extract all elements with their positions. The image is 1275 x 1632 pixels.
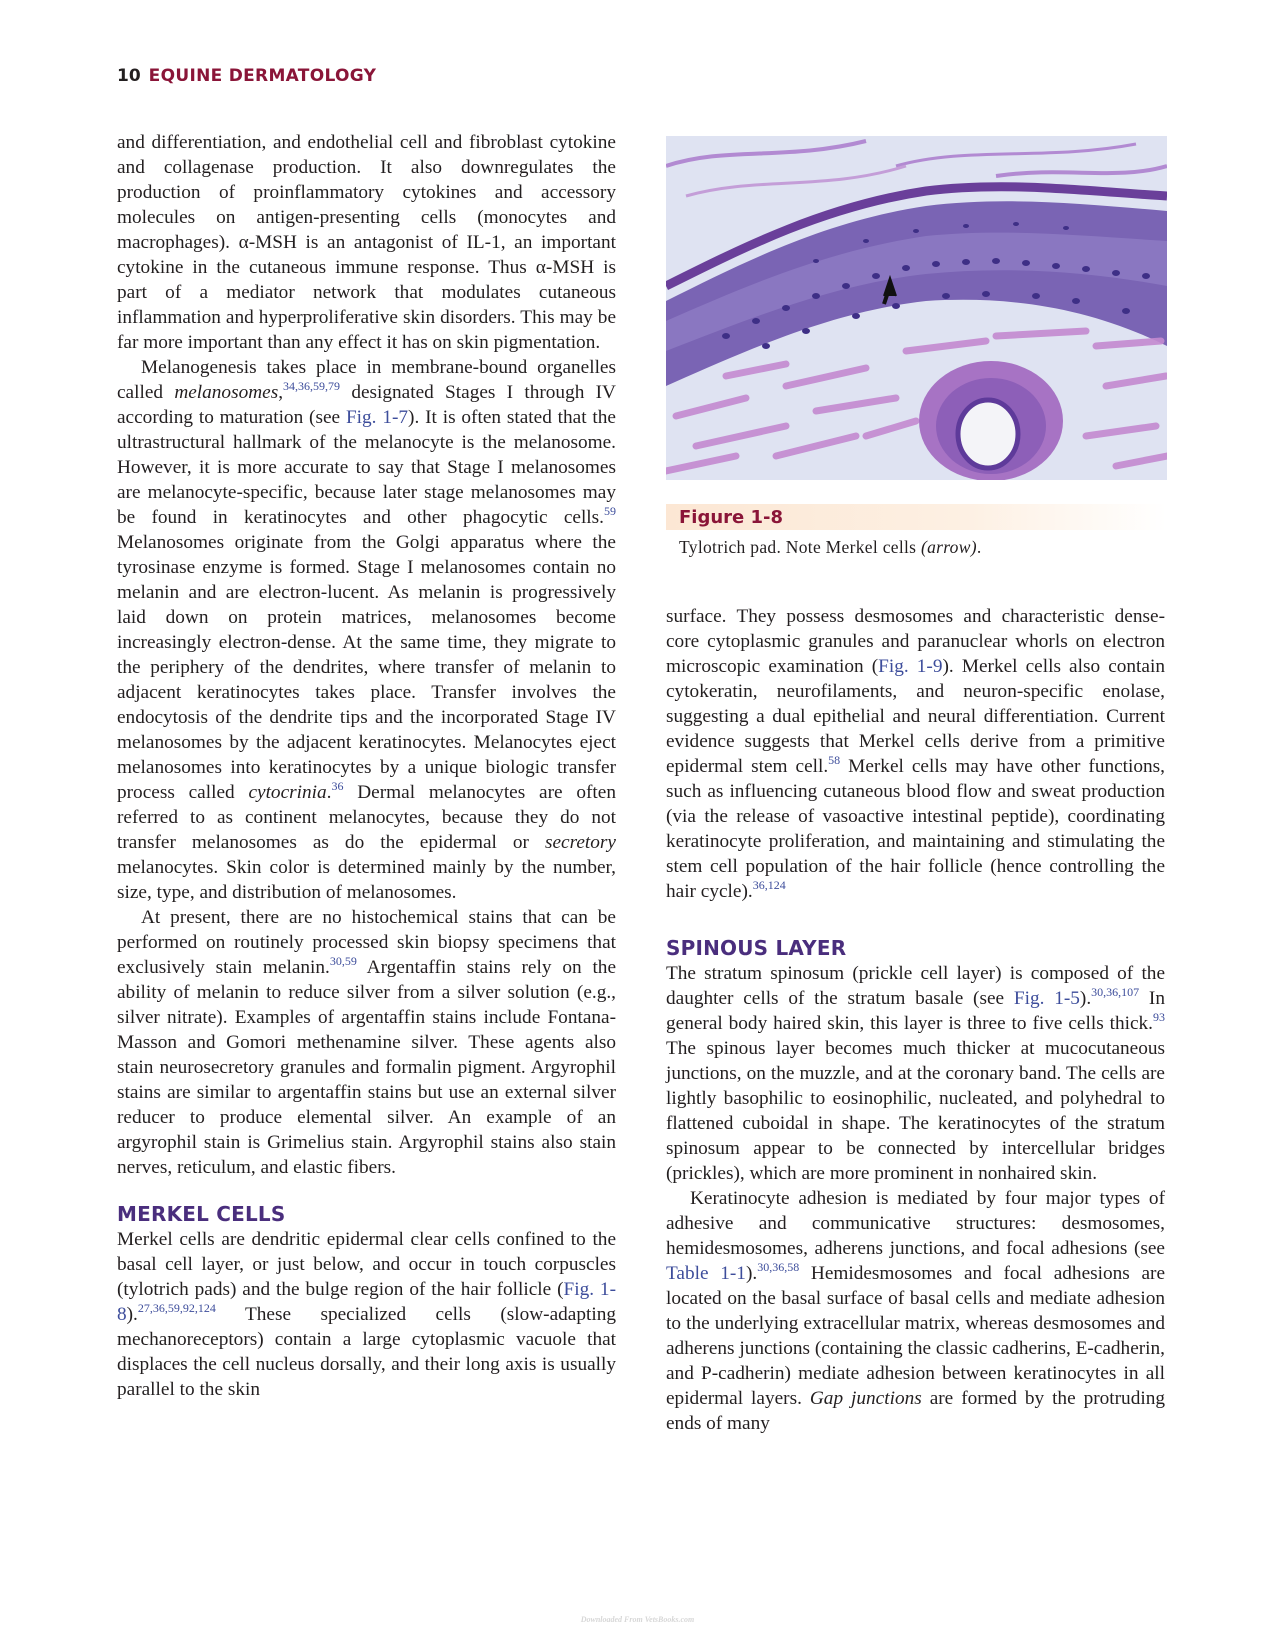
text-run: are formed by the protruding ends of many — [666, 1388, 1165, 1434]
text-run: Merkel cells may have other functions, such as influencing cutaneous blood flow and sweat production (via the release of vasoactive intestinal peptide), coordinating keratinocyte proliferation, and maintaining and stimulating the stem cell population of the hair follicle (hence controlling the hair cycle). — [666, 756, 1165, 902]
paragraph-merkel-continued — [666, 604, 1165, 904]
italic-term: melanosomes — [174, 382, 279, 403]
figure-micrograph — [666, 136, 1167, 480]
figure-reference-link[interactable]: Fig. 1-7 — [345, 407, 409, 428]
text-run: These specialized cells (slow-adapting mechanoreceptors) contain a large cytoplasmic vacuole that displaces the cell nucleus dorsally, and their long axis is usually parallel to the skin — [117, 1304, 616, 1400]
paragraph-histochemical-stains — [117, 905, 616, 1180]
paragraph-melanogenesis — [117, 355, 616, 905]
text-run: Dermal melanocytes are often referred to as continent melanocytes, because they do not transfer melanosomes as do the epidermal or — [117, 782, 616, 853]
caption-text: . — [976, 537, 982, 557]
text-run: , — [278, 382, 284, 403]
text-run: ). — [1079, 988, 1092, 1009]
text-run: melanocytes. Skin color is determined mainly by the number, size, type, and distribution of melanosomes. — [117, 857, 616, 903]
text-run: In general body haired skin, this layer is three to five cells thick. — [666, 988, 1165, 1034]
text-run: Melanosomes originate from the Golgi apparatus where the tyrosinase enzyme is formed. Stage I melanosomes contain no melanin and are electron-lucent. As melanin is progressively laid down on protein matrices, melanosomes become increasingly electron-dense. At the same time, they migrate to the periphery of the dendrites, where transfer of melanin to adjacent keratinocytes takes place. Transfer involves the endocytosis of the dendrite tips and the incorporated Stage IV melanosomes by the adjacent keratinocytes. Melanocytes eject melanosomes into keratinocytes by a unique biologic transfer process called — [117, 532, 616, 803]
footer-watermark: Downloaded From VetsBooks.com — [580, 1615, 695, 1624]
text-run: At present, there are no histochemical stains that can be performed on routinely processed skin biopsy specimens that exclusively stain melanin. — [117, 907, 616, 978]
running-head — [117, 68, 376, 85]
text-run: The stratum spinosum (prickle cell layer) is composed of the daughter cells of the stratum basale (see — [666, 963, 1165, 1009]
text-run: Merkel cells are dendritic epidermal clear cells confined to the basal cell layer, or just below, and occur in touch corpuscles (tylotrich pads) and the bulge region of the hair follicle ( — [117, 1229, 616, 1300]
citation[interactable]: 59 — [604, 503, 616, 518]
citation[interactable]: 27,36,59,92,124 — [137, 1300, 216, 1315]
book-title: EQUINE DERMATOLOGY — [148, 66, 377, 86]
caption-text: Tylotrich pad. Note Merkel cells — [679, 537, 921, 557]
text-run: The spinous layer becomes much thicker at mucocutaneous junctions, on the muzzle, and at the coronary band. The cells are lightly basophilic to eosinophilic, nucleated, and polyhedral to flattened cuboidal in shape. The keratinocytes of the stratum spinosum appear to be connected by intercellular bridges (prickles), which are more prominent in nonhaired skin. — [666, 1038, 1165, 1184]
citation[interactable]: 30,59 — [329, 953, 357, 968]
paragraph-merkel-cells — [117, 1227, 616, 1402]
paragraph-keratinocyte-adhesion — [666, 1186, 1165, 1436]
text-run: ). — [745, 1263, 758, 1284]
figure-reference-link[interactable]: Fig. 1-5 — [1013, 988, 1080, 1009]
text-run: ). — [126, 1304, 138, 1325]
text-run: Argentaffin stains rely on the ability of melanin to reduce silver from a silver solution (e.g., silver nitrate). Examples of argentaffin stains include Fontana-Masson and Gomori methenamine silver. These agents also stain neurosecretory granules and formalin pigment. Argyrophil stains are similar to argentaffin stains but use an external silver reducer to produce elemental silver. An example of an argyrophil stain is Grimelius stain. Argyrophil stains also stain nerves, reticulum, and elastic fibers. — [117, 957, 617, 1178]
text-run: ). Merkel cells also contain cytokeratin, neurofilaments, and neuron-specific enolase, suggesting a dual epithelial and neural differentiation. Current evidence suggests that Merkel cells derive from a primitive epidermal stem cell. — [666, 656, 1165, 777]
figure-reference-link[interactable]: Fig. 1-8 — [117, 1279, 616, 1325]
figure-reference-link[interactable]: Fig. 1-9 — [878, 656, 943, 677]
right-column — [666, 604, 1165, 1436]
text-run: Hemidesmosomes and focal adhesions are located on the basal surface of basal cells and mediate adhesion to the underlying extracellular matrix, whereas desmosomes and adherens junctions (containing the classic cadherins, E-cadherin, and P-cadherin) mediate adhesion between keratinocytes in all epidermal layers. — [666, 1263, 1165, 1409]
citation[interactable]: 36 — [331, 778, 344, 793]
figure-caption — [679, 536, 982, 558]
section-heading-spinous-layer: SPINOUS LAYER — [666, 936, 847, 960]
citation[interactable]: 30,36,58 — [757, 1259, 800, 1274]
citation[interactable]: 30,36,107 — [1091, 984, 1140, 999]
text-run: . — [326, 782, 332, 803]
figure-label-bar — [666, 504, 1167, 530]
italic-term: secretory — [544, 832, 616, 853]
text-run: ). It is often stated that the ultrastructural hallmark of the melanocyte is the melanosome. However, it is more accurate to say that Stage I melanosomes are melanocyte-specific, because later stage melanosomes may be found in keratinocytes and other phagocytic cells. — [117, 407, 616, 528]
text-run: designated Stages I through IV according to maturation (see — [117, 382, 616, 428]
text-run: Melanogenesis takes place in membrane-bound organelles called — [117, 357, 616, 403]
text-run: Keratinocyte adhesion is mediated by four major types of adhesive and communicative structures: desmosomes, hemidesmosomes, adherens junctions, and focal adhesions (see — [666, 1188, 1165, 1259]
figure-label: Figure 1-8 — [679, 507, 784, 528]
italic-term: Gap junctions — [809, 1388, 922, 1409]
section-heading-merkel-cells: MERKEL CELLS — [117, 1202, 286, 1226]
citation[interactable]: 34,36,59,79 — [283, 378, 341, 393]
citation[interactable]: 36,124 — [752, 877, 786, 892]
text-run: surface. They possess desmosomes and characteristic dense-core cytoplasmic granules and paranuclear whorls on electron microscopic examination ( — [666, 606, 1165, 677]
citation[interactable]: 93 — [1153, 1009, 1165, 1024]
histology-image — [666, 136, 1167, 480]
caption-italic: (arrow) — [920, 537, 977, 557]
left-column — [117, 130, 616, 1402]
page-number: 10 — [117, 66, 141, 86]
italic-term: cytocrinia — [248, 782, 327, 803]
citation[interactable]: 58 — [828, 752, 841, 767]
paragraph-spinous-layer — [666, 961, 1165, 1186]
paragraph-msh: and differentiation, and endothelial cell and fibroblast cytokine and collagenase production. It also downregulates the production of proinflammatory cytokines and accessory molecules on antigen-presenting cells (monocytes and macrophages). α-MSH is an antagonist of IL-1, an important cytokine in the cutaneous immune response. Thus α-MSH is part of a mediator network that modulates cutaneous inflammation and hyperproliferative skin disorders. This may be far more important than any effect it has on skin pigmentation. — [117, 132, 616, 353]
table-reference-link[interactable]: Table 1-1 — [666, 1263, 746, 1284]
